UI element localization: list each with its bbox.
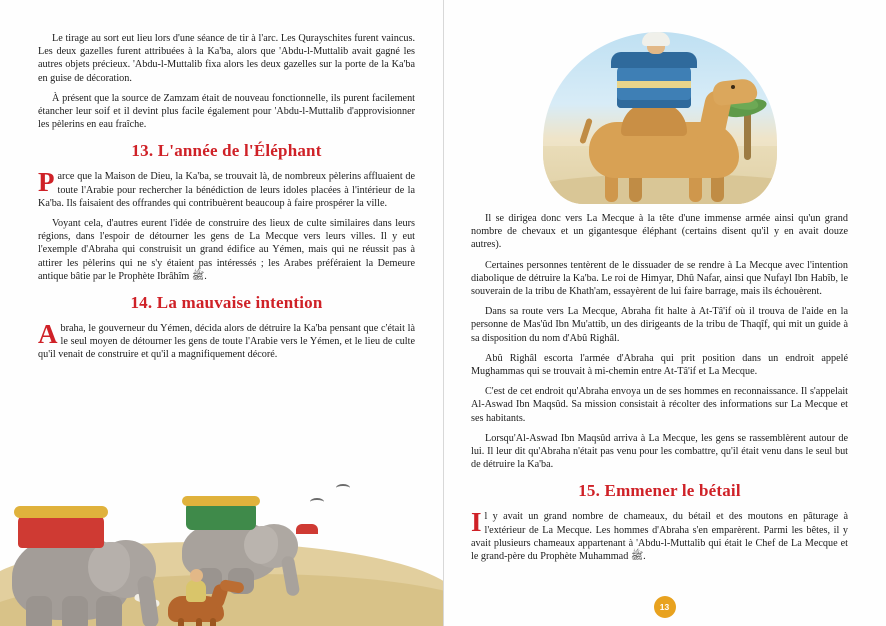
paragraph: Dans sa route vers La Mecque, Abraha fit halte à At-Tâ'if où il trouva de l'aide en la personne de Mas'ûd Ibn Mu'attib, un des dirigeants de la tribu de Thaqîf, qui mit un guide à sa disposition du nom d'Abû Righâl. [471,306,848,344]
paragraph-with-dropcap [38,167,415,210]
desert-dune [543,174,777,204]
chapter-number: 15. [578,481,601,501]
paragraph: Il se dirigea donc vers La Mecque à la tête d'une immense armée ainsi qu'un grand nombre de chevaux et un gigantesque éléphant (certains disent qu'il y en avait douze autres). [471,213,848,251]
paragraph: Voyant cela, d'autres eurent l'idée de construire des lieux de culte similaires dans leurs régions, dans l'espoir de détourner les gens de La Mecque vers leurs villes. Il y eut l'exemple d'Abraha qui construisit un grand édifice au Yémen, mais qui ne réussit pas à attirer les pèlerins qui ne s'y étaient pas intéressés ; les Arabes préféraient la Demeure antique bâtie par le Prophète Ibrâhîm ﷺ. [38,218,415,282]
chapter-heading-14 [38,293,415,313]
elephant-army-illustration [0,446,443,626]
bird-icon [336,484,350,492]
right-page [443,0,886,626]
horse-leg [178,618,184,626]
elephant-leg [26,596,52,626]
paragraph: Certaines personnes tentèrent de le dissuader de se rendre à La Mecque avec l'intention diabolique de détruire la Ka'ba. Le roi de Himyar, Dhû Nafar, ainsi que Nufayl Ibn Habîb, le souverain de la tribu de Khath'am, essayèrent de lui faire barrage, mais ils échouèrent. [471,259,848,298]
howdah-gold-canopy [14,506,108,518]
paragraph-text: braha, le gouverneur du Yémen, décida alors de détruire la Ka'ba pensant que c'était là le seul moyen de détourner les gens de toute l'Arabie vers le Yémen, et le lieu de culte qu'il venait de construire et qu'il a magnifiquement décoré. [38,323,415,361]
page-footer [443,596,886,626]
horse-leg [210,618,216,626]
paragraph: Lorsqu'Al-Aswad Ibn Maqsûd arriva à La Mecque, les gens se rassemblèrent autour de lui. Il leur dit qu'Abraha n'était pas venu pour les combattre, qu'il était venu dans le seul but de détruire la Ka'ba. [471,432,848,471]
paragraph-text: arce que la Maison de Dieu, la Ka'ba, se trouvait là, de nombreux pèlerins affluaient de toute l'Arabie pour rechercher la bénédiction de leurs idoles placées à l'intérieur de la Ka'ba. Ils faisaient des offrandes qui contribuèrent beaucoup à faire prospérer la ville. [38,171,415,209]
paragraph: Abû Righâl escorta l'armée d'Abraha qui prit position dans un endroit appelé Mughammas qui se trouvait à mi-chemin entre At-Tâ'if et La Mecque. [471,352,848,378]
howdah-red [18,514,104,548]
elephant-ear [244,526,278,564]
chapter-title: La mauvaise intention [156,293,323,313]
elephant-leg [62,596,88,626]
dropcap-letter: P [38,167,55,198]
bird-icon [310,498,324,506]
dropcap-letter: I [471,507,482,538]
chapter-title: Emmener le bétail [604,481,741,501]
chapter-heading-15 [471,481,848,501]
dropcap-letter: A [38,319,58,350]
hawdaj-canopy [611,52,697,68]
horse-rider-body [186,580,206,602]
paragraph-with-dropcap [471,507,848,563]
elephant-leg [96,596,122,626]
paragraph: Le tirage au sort eut lieu lors d'une séance de tir à l'arc. Les Qurayschites furent vaincus. Les deux gazelles furent attribuées à la Ka'ba, alors que 'Abdu-l-Muttalib avait gagné les autres objets précieux. 'Abdu-l-Muttalib fixa alors les deux gazelles sur la porte de la Ka'ba en guise de décoration. [38,33,415,84]
horse-leg [196,618,202,626]
hawdaj-stripe [617,81,691,88]
howdah-green [186,502,256,530]
chapter-number: 14. [130,293,153,313]
page-number-badge: 13 [654,596,676,618]
chapter-number: 13. [131,141,154,161]
paragraph-text: l y avait un grand nombre de chameaux, du bétail et des moutons en pâturage à l'extérieur de La Mecque. Les hommes d'Abraha s'en emparèrent. Parmi les bêtes, il y avait plusieurs chameaux appartenant à 'Abdu-l-Muttalib qui était le Chef de La Mecque et le grand-père du Prophète Muhammad ﷺ. [471,511,848,563]
camel-eye [731,85,735,89]
rider-headscarf [642,32,670,46]
howdah-gold-canopy [182,496,260,506]
horse-rider-head [190,569,203,582]
camel-caravan-illustration [535,32,785,204]
paragraph-with-dropcap [38,319,415,362]
rider-hat [296,524,318,534]
illustration-frame [543,32,777,204]
camel-head [711,78,757,106]
chapter-heading-13 [38,141,415,161]
chapter-title: L'année de l'Éléphant [157,141,322,161]
elephant-ear [88,542,130,592]
paragraph: C'est de cet endroit qu'Abraha envoya un de ses hommes en reconnaissance. Il s'appelait Al-Aswad Ibn Maqsûd. Sa mission consistait à récolter des informations sur La Mecque et ses habitants. [471,386,848,424]
paragraph: À présent que la source de Zamzam était de nouveau fonctionnelle, ils purent facilement étancher leur soif et il devint plus facile également pour 'Abdu-l-Muttalib d'approvisionner les pèlerins en eau fraîche. [38,92,415,131]
